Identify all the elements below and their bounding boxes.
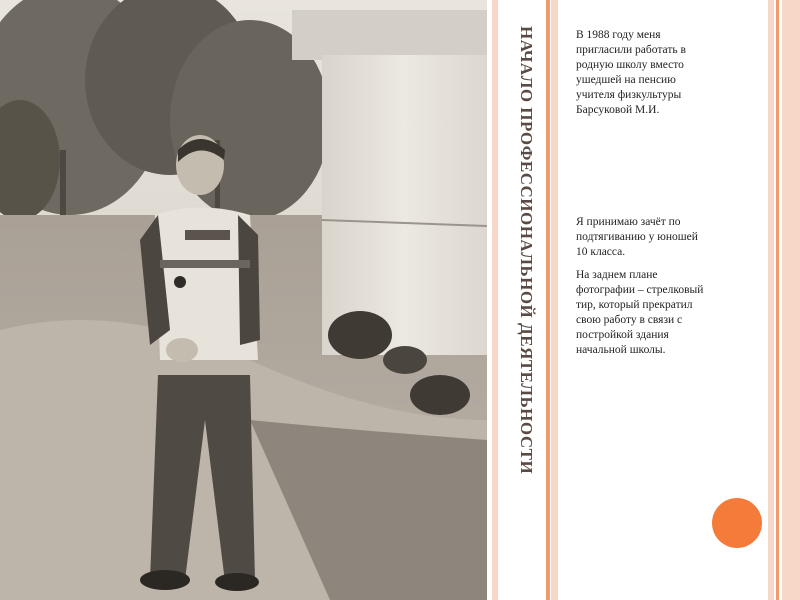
slide-title: НАЧАЛО ПРОФЕССИОНАЛЬНОЙ ДЕЯТЕЛЬНОСТИ xyxy=(517,26,536,475)
orange-circle-decoration xyxy=(712,498,762,548)
paragraph-pullups-test: Я принимаю зачёт по подтягиванию у юношей 10 класса. xyxy=(576,216,698,258)
decor-stripe-2 xyxy=(492,0,498,600)
slide-text-column xyxy=(576,0,711,600)
decor-stripe-6 xyxy=(776,0,779,600)
decor-stripe-5 xyxy=(768,0,774,600)
decor-stripe-4 xyxy=(551,0,558,600)
decor-stripe-7 xyxy=(782,0,800,600)
decor-stripe-3 xyxy=(546,0,550,600)
paragraph-background-note: На заднем плане фотографии – стрелковый тир, который прекратил свою работу в связи с постройкой здания начальной школы. xyxy=(576,269,704,356)
paragraph-invitation: В 1988 году меня пригласили работать в родную школу вместо ушедшей на пенсию учителя физкультуры Барсуковой М.И. xyxy=(576,29,686,116)
